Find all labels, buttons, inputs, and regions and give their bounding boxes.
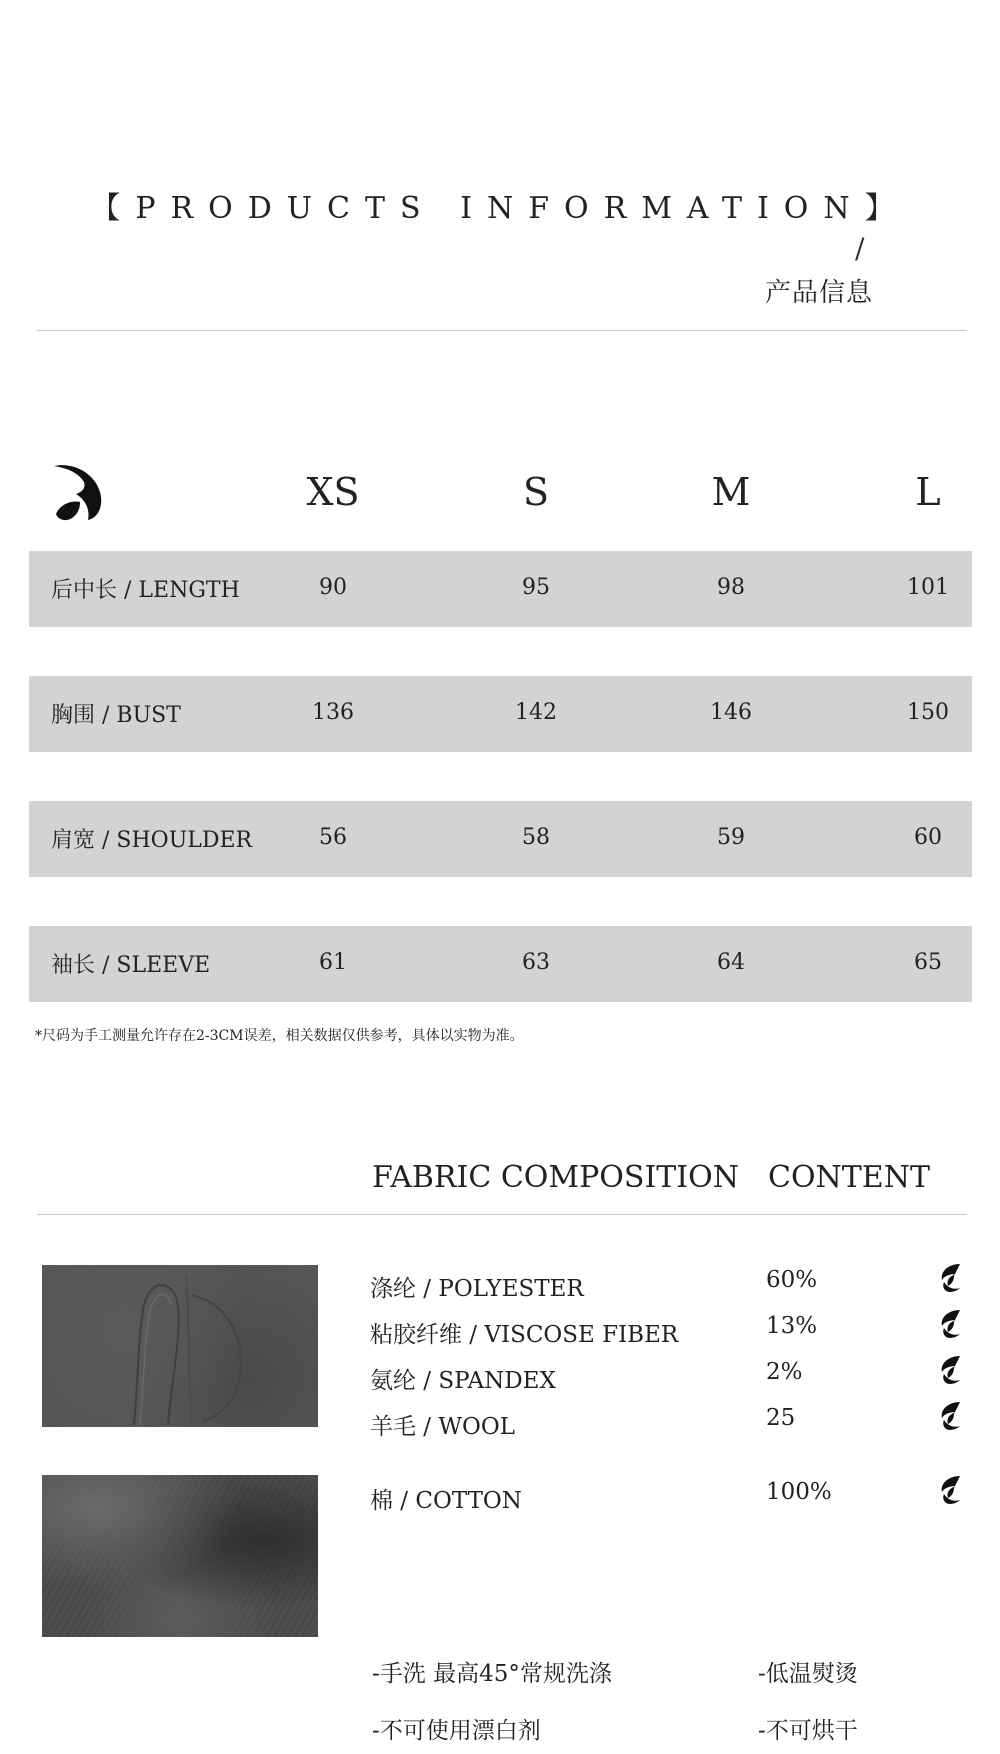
fabric-item-content: 100% — [766, 1479, 832, 1505]
header-divider — [37, 330, 967, 331]
care-hand-wash: -手洗 最高45°常规洗涤 — [372, 1661, 612, 1687]
fabric-item-content: 2% — [766, 1359, 803, 1385]
swirl-leaf-logo-icon — [50, 462, 106, 524]
fabric-item-content: 13% — [766, 1313, 818, 1339]
cell-m: 59 — [717, 825, 745, 850]
row-label: 肩宽 / SHOULDER — [51, 828, 253, 853]
fabric-item-name: 棉 / COTTON — [370, 1488, 522, 1514]
content-heading: CONTENT — [768, 1160, 930, 1195]
row-label: 胸围 / BUST — [51, 703, 181, 728]
cell-m: 64 — [717, 950, 745, 975]
title-slash: / — [855, 232, 865, 265]
cell-l: 60 — [914, 825, 942, 850]
table-row-bust — [29, 676, 972, 752]
table-row-length — [29, 551, 972, 627]
cell-m: 98 — [717, 575, 745, 600]
cell-s: 95 — [522, 575, 550, 600]
leaf-icon — [938, 1262, 962, 1294]
fabric-stitch-lines — [42, 1265, 318, 1427]
size-header-m: M — [711, 470, 751, 514]
row-label: 后中长 / LENGTH — [51, 578, 240, 603]
table-row-shoulder — [29, 801, 972, 877]
fabric-item-name: 氨纶 / SPANDEX — [370, 1368, 556, 1394]
leaf-icon — [938, 1400, 962, 1432]
size-header-xs: XS — [306, 470, 360, 514]
size-header-l: L — [915, 470, 941, 514]
cell-s: 58 — [522, 825, 550, 850]
fabric-item-content: 25 — [766, 1405, 796, 1431]
table-row-sleeve — [29, 926, 972, 1002]
cell-xs: 136 — [312, 700, 354, 725]
fabric-item-name: 粘胶纤维 / VISCOSE FIBER — [370, 1322, 679, 1348]
cell-m: 146 — [710, 700, 752, 725]
measurement-note: *尺码为手工测量允许存在2-3CM误差，相关数据仅供参考，具体以实物为准。 — [35, 1028, 524, 1044]
care-no-tumble-dry: -不可烘干 — [758, 1718, 858, 1744]
care-no-bleach: -不可使用漂白剂 — [372, 1718, 541, 1744]
fabric-item-content: 60% — [766, 1267, 818, 1293]
cell-xs: 61 — [319, 950, 347, 975]
size-header-s: S — [522, 470, 550, 514]
cell-l: 101 — [907, 575, 949, 600]
fabric-item-name: 涤纶 / POLYESTER — [370, 1276, 584, 1302]
cell-xs: 56 — [319, 825, 347, 850]
fabric-item-name: 羊毛 / WOOL — [370, 1414, 515, 1440]
page-subtitle-cn: 产品信息 — [765, 278, 874, 308]
fabric-swatch-image — [42, 1265, 318, 1427]
leaf-icon — [938, 1308, 962, 1340]
cell-s: 63 — [522, 950, 550, 975]
cell-s: 142 — [515, 700, 557, 725]
row-label: 袖长 / SLEEVE — [51, 953, 211, 978]
leaf-icon — [938, 1354, 962, 1386]
cell-l: 150 — [907, 700, 949, 725]
fabric-divider — [37, 1214, 967, 1215]
page-title: 【PRODUCTS INFORMATION】 — [90, 191, 910, 226]
fabric-composition-heading: FABRIC COMPOSITION — [372, 1160, 740, 1195]
cotton-swatch-image — [42, 1475, 318, 1637]
care-low-iron: -低温熨烫 — [758, 1661, 858, 1687]
cell-xs: 90 — [319, 575, 347, 600]
cell-l: 65 — [914, 950, 942, 975]
leaf-icon — [938, 1474, 962, 1506]
